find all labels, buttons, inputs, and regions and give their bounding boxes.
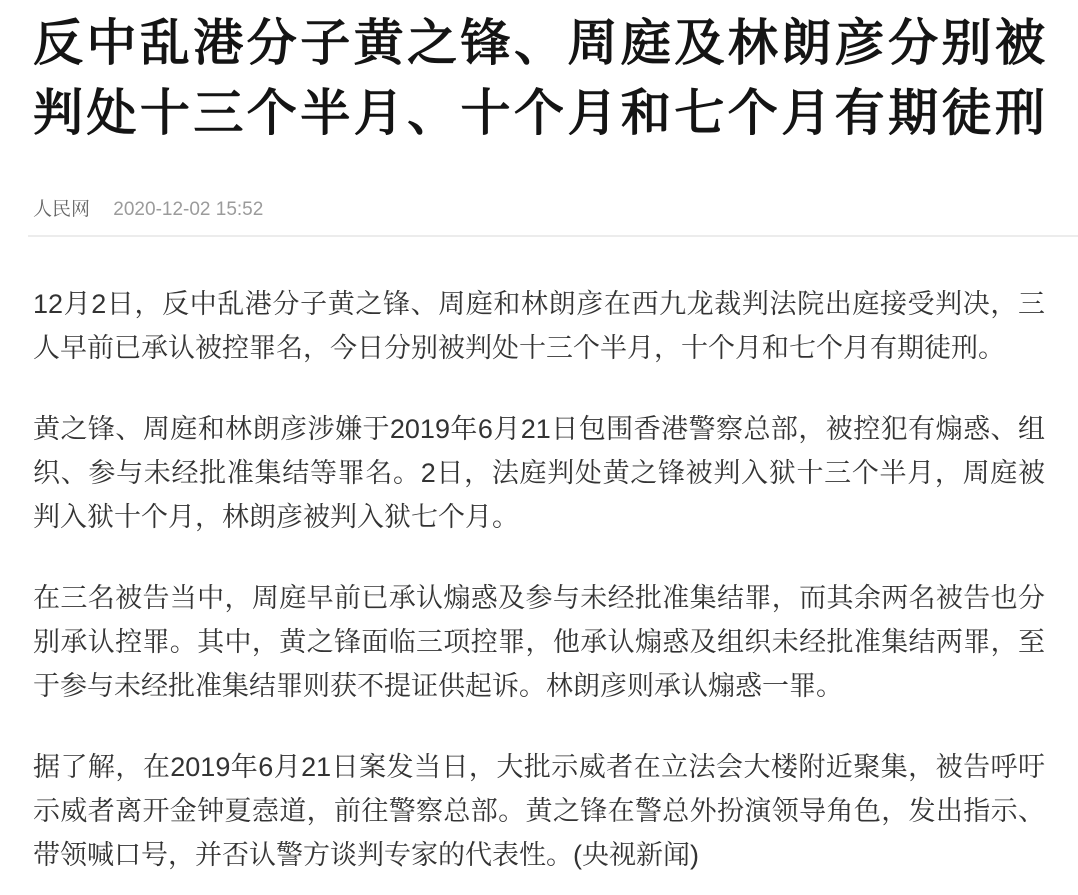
article-body (33, 282, 1045, 877)
article-page (0, 8, 1078, 895)
article-paragraph: 在三名被告当中，周庭早前已承认煽惑及参与未经批准集结罪，而其余两名被告也分别承认控罪。其中，黄之锋面临三项控罪，他承认煽惑及组织未经批准集结两罪，至于参与未经批准集结罪则获不提证供起诉。林朗彦则承认煽惑一罪。 (33, 583, 1045, 701)
article-title (33, 8, 1045, 148)
article-source: 人民网 (33, 199, 91, 220)
article-publish-time: 2020-12-02 15:52 (113, 199, 264, 220)
article-paragraph: 12月2日，反中乱港分子黄之锋、周庭和林朗彦在西九龙裁判法院出庭接受判决，三人早前已承认被控罪名，今日分别被判处十三个半月，十个月和七个月有期徒刑。 (33, 289, 1045, 363)
article-paragraph: 据了解，在2019年6月21日案发当日，大批示威者在立法会大楼附近聚集，被告呼吁示威者离开金钟夏悫道，前往警察总部。黄之锋在警总外扮演领导角色，发出指示、带领喊口号，并否认警方谈判专家的代表性。(央视新闻) (33, 752, 1045, 870)
article-title-line-1: 反中乱港分子黄之锋、周庭及林朗彦分别被 (33, 15, 1045, 71)
article-meta (33, 197, 1045, 223)
article-paragraph: 黄之锋、周庭和林朗彦涉嫌于2019年6月21日包围香港警察总部，被控犯有煽惑、组织、参与未经批准集结等罪名。2日，法庭判处黄之锋被判入狱十三个半月，周庭被判入狱十个月，林朗彦被判入狱七个月。 (33, 414, 1045, 532)
article-title-line-2: 判处十三个半月、十个月和七个月有期徒刑 (33, 85, 1045, 141)
divider (28, 235, 1078, 237)
